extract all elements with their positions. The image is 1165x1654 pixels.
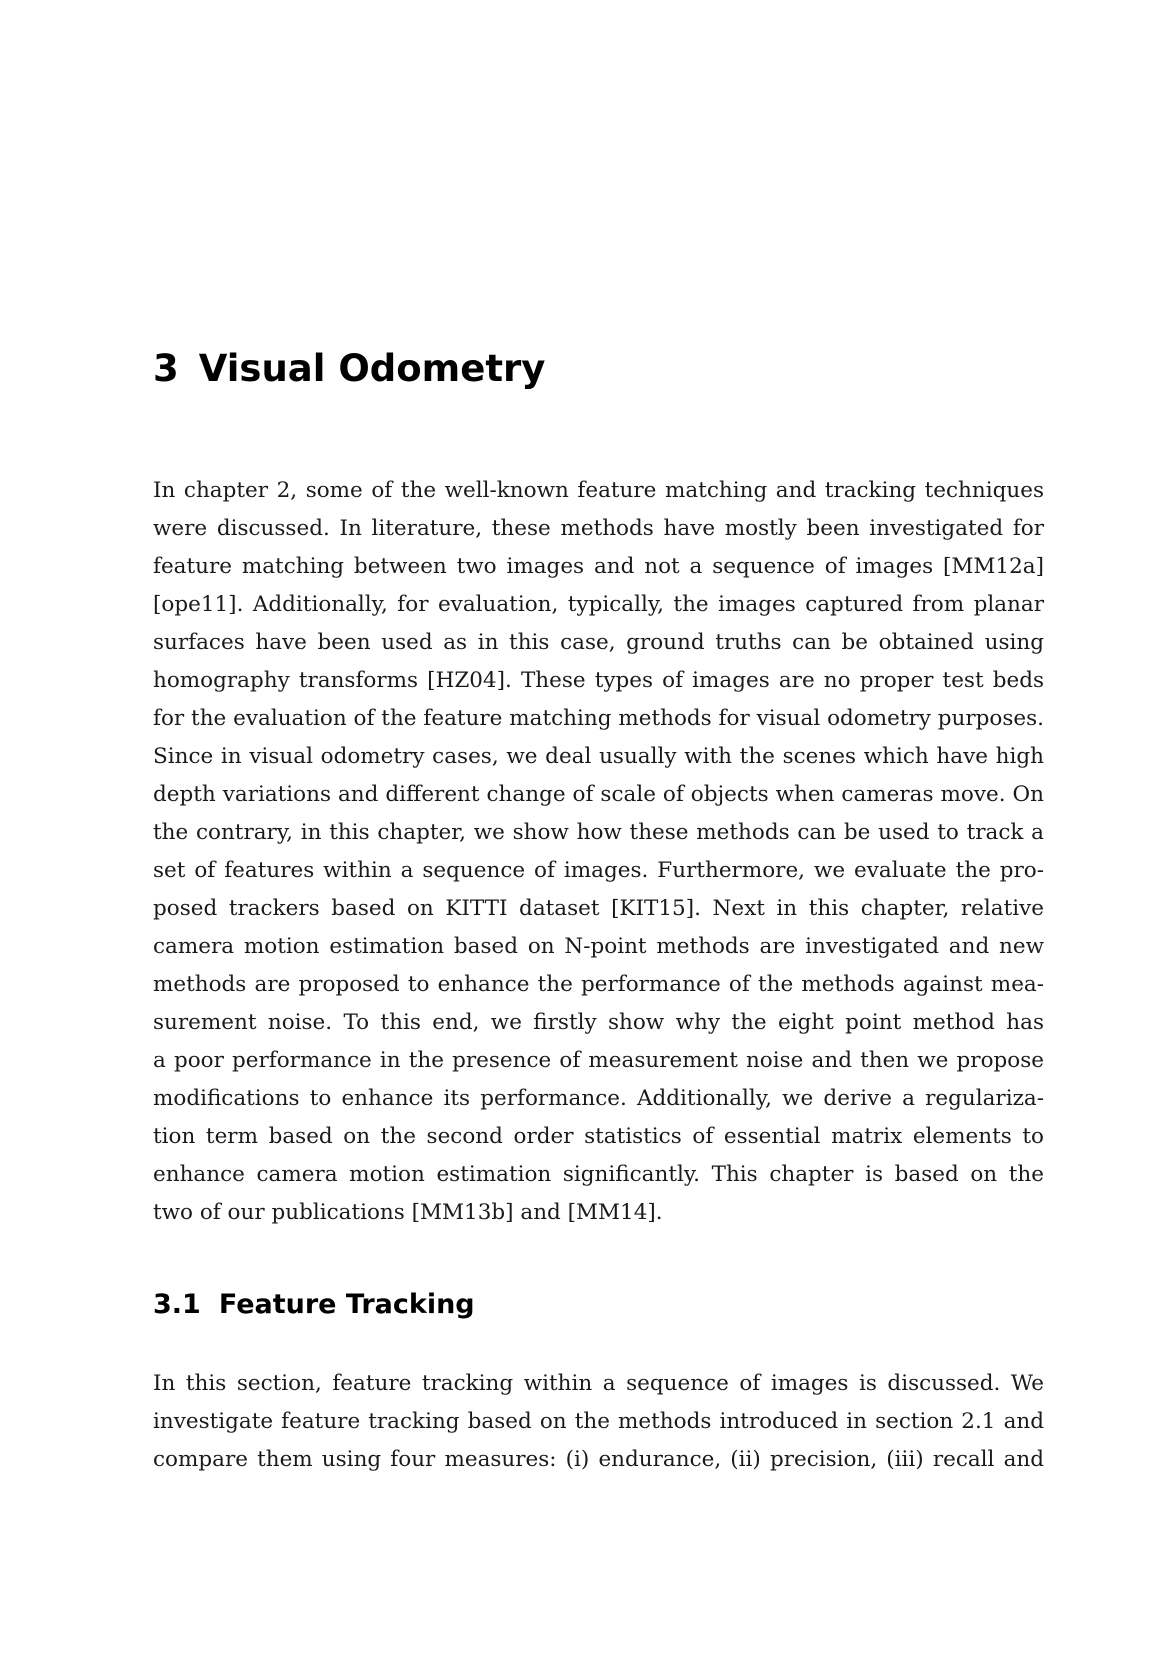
paragraph-line: surfaces have been used as in this case, ground truths can be obtained using — [153, 630, 1044, 655]
paragraph-line: [ope11]. Additionally, for evaluation, typically, the images captured from planar — [153, 592, 1044, 617]
paragraph-line: homography transforms [HZ04]. These types of images are no proper test beds — [153, 668, 1044, 693]
paragraph-line: In chapter 2, some of the well-known feature matching and tracking techniques — [153, 478, 1044, 503]
paragraph-line: enhance camera motion estimation significantly. This chapter is based on the — [153, 1162, 1044, 1187]
paragraph-line: investigate feature tracking based on the methods introduced in section 2.1 and — [153, 1409, 1044, 1434]
paragraph-line: camera motion estimation based on N-point methods are investigated and new — [153, 934, 1044, 959]
paragraph-line: Since in visual odometry cases, we deal usually with the scenes which have high — [153, 744, 1044, 769]
paragraph-line: the contrary, in this chapter, we show how these methods can be used to track a — [153, 820, 1044, 845]
paragraph-line: modifications to enhance its performance. Additionally, we derive a regulariza- — [153, 1086, 1044, 1111]
paragraph-line: for the evaluation of the feature matching methods for visual odometry purposes. — [153, 706, 1044, 731]
paragraph-line: posed trackers based on KITTI dataset [KIT15]. Next in this chapter, relative — [153, 896, 1044, 921]
section-number: 3.1 — [153, 1289, 201, 1320]
paragraph-line: two of our publications [MM13b] and [MM14]. — [153, 1200, 663, 1225]
paragraph-line: tion term based on the second order statistics of essential matrix elements to — [153, 1124, 1044, 1149]
section-title: Feature Tracking — [218, 1289, 475, 1320]
paragraph-line: feature matching between two images and not a sequence of images [MM12a] — [153, 554, 1044, 579]
paragraph-line: were discussed. In literature, these methods have mostly been investigated for — [153, 516, 1044, 541]
paragraph-line: methods are proposed to enhance the performance of the methods against mea- — [153, 972, 1044, 997]
paragraph-line: a poor performance in the presence of measurement noise and then we propose — [153, 1048, 1044, 1073]
chapter-number: 3 — [153, 347, 179, 390]
intro-paragraph — [153, 472, 1044, 1232]
chapter-title: Visual Odometry — [198, 347, 546, 390]
paragraph-line: surement noise. To this end, we firstly show why the eight point method has — [153, 1010, 1044, 1035]
section-paragraph — [153, 1365, 1044, 1479]
paragraph-line: depth variations and different change of scale of objects when cameras move. On — [153, 782, 1044, 807]
paragraph-line: In this section, feature tracking within a sequence of images is discussed. We — [153, 1371, 1044, 1396]
chapter-heading — [153, 345, 545, 393]
paragraph-line: compare them using four measures: (i) endurance, (ii) precision, (iii) recall and — [153, 1447, 1044, 1472]
paragraph-line: set of features within a sequence of images. Furthermore, we evaluate the pro- — [153, 858, 1044, 883]
section-heading — [153, 1287, 475, 1323]
